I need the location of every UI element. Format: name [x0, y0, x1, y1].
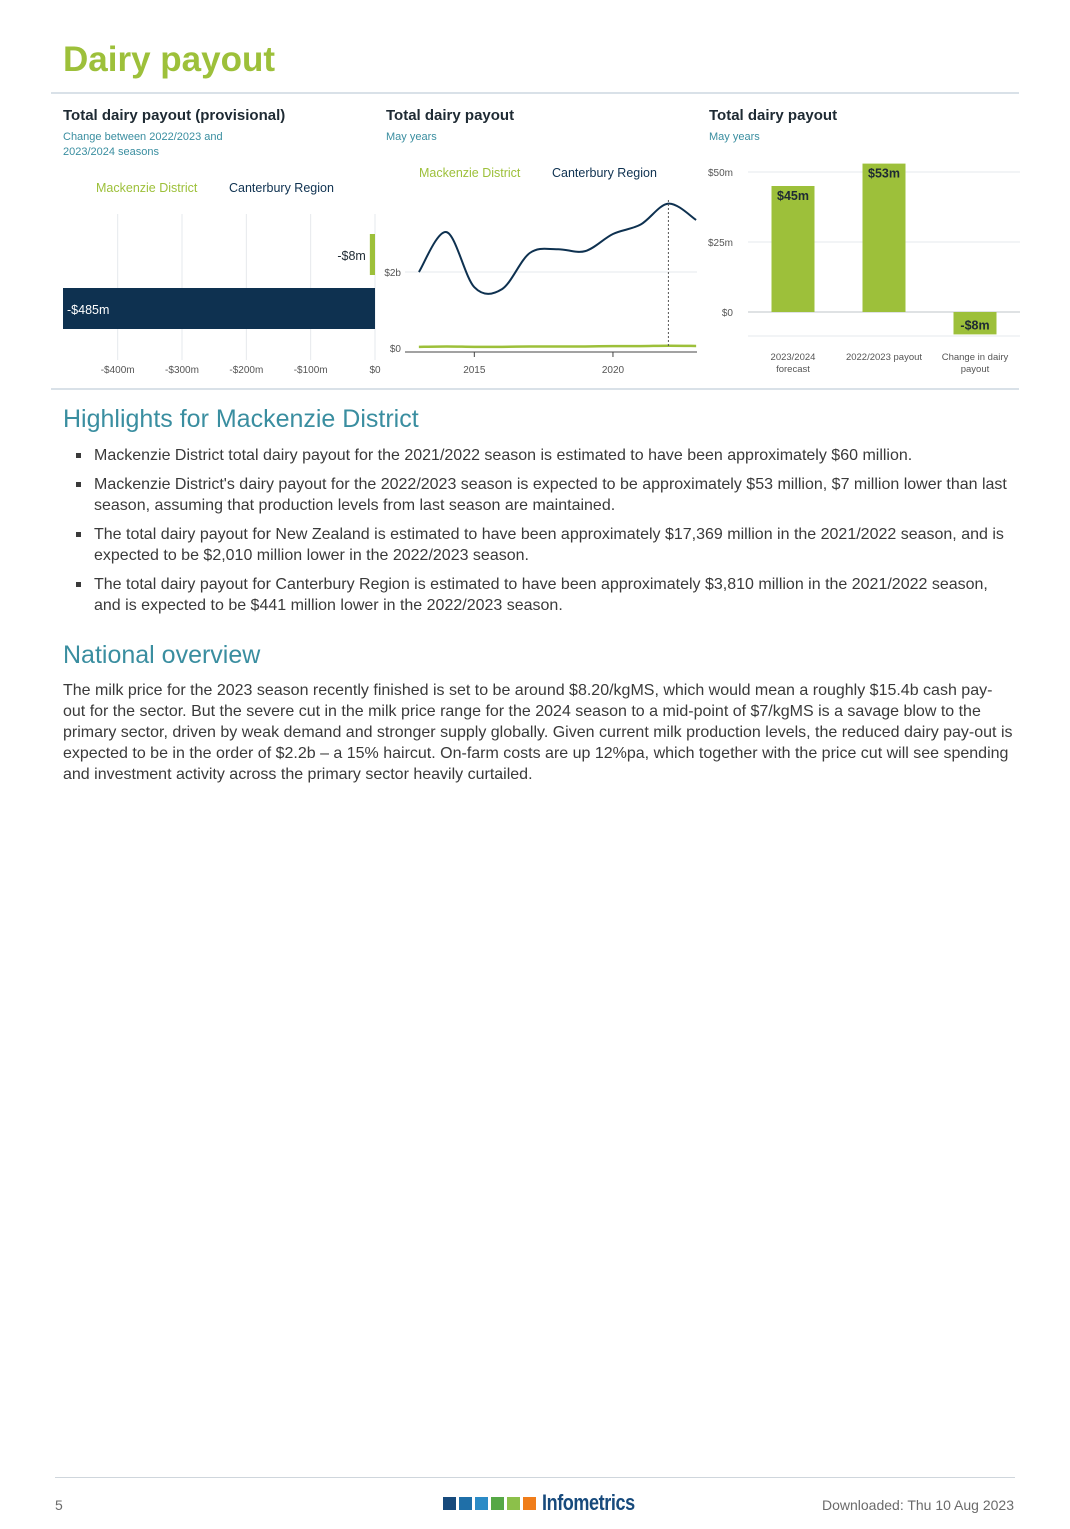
chart3-y-tick: $50m [707, 168, 733, 179]
national-heading: National overview [63, 641, 261, 669]
logo-wordmark: Infometrics [542, 1490, 635, 1515]
chart3-x-tick: 2023/2024 [770, 352, 816, 363]
chart3-y-tick: $25m [707, 238, 733, 249]
highlight-item: Mackenzie District's dairy payout for the 2022/2023 season is expected to be approximately $53 million, $7 million lower than last season, assuming that production levels from last season are maintained. [63, 474, 1013, 516]
chart1-label-mackenzie: -$8m [337, 249, 366, 263]
infometrics-logo [443, 1490, 655, 1516]
highlight-item: The total dairy payout for Canterbury Region is estimated to have been approximately $3,810 million in the 2021/2022 season, and is expected to be $441 million lower in the 2022/2023 season. [63, 574, 1013, 616]
chart1-plot [0, 0, 1070, 400]
logo-square [475, 1497, 488, 1510]
footer-divider [55, 1477, 1015, 1478]
chart2-legend-canterbury: Canterbury Region [552, 166, 657, 180]
chart1-subtitle-line1: Change between 2022/2023 and [63, 131, 223, 143]
chart3-bar [863, 164, 906, 312]
chart1-x-tick: -$300m [165, 365, 199, 376]
chart1-x-tick: -$200m [229, 365, 264, 376]
chart3-bar-label: $45m [777, 189, 809, 203]
chart1-x-tick: $0 [369, 365, 381, 376]
chart1-bar-mackenzie [370, 234, 375, 275]
chart3-subtitle: May years [709, 131, 760, 143]
logo-square [523, 1497, 536, 1510]
chart3-bar [772, 186, 815, 312]
chart3-y-tick: $0 [721, 308, 733, 319]
chart2-series-canterbury [419, 204, 696, 294]
logo-square [507, 1497, 520, 1510]
chart1-subtitle-line2: 2023/2024 seasons [63, 146, 160, 158]
chart2-y-tick: $2b [384, 268, 401, 279]
chart2-title: Total dairy payout [386, 107, 515, 124]
chart3-bar-label: -$8m [960, 318, 990, 333]
chart1-legend-canterbury: Canterbury Region [229, 181, 334, 195]
chart2-x-tick: 2015 [463, 365, 486, 376]
chart1-title: Total dairy payout (provisional) [63, 107, 286, 124]
page-number: 5 [55, 1497, 63, 1513]
logo-square [443, 1497, 456, 1510]
chart1-label-canterbury: -$485m [67, 303, 110, 317]
chart2-legend-mackenzie: Mackenzie District [419, 166, 521, 180]
page-title: Dairy payout [63, 40, 275, 79]
national-paragraph: The milk price for the 2023 season recently finished is set to be around $8.20/kgMS, which would mean a roughly $15.4b cash pay-out for the sector. But the severe cut in the milk price range for the 2024 season to a mid-point of $7/kgMS is a savage blow to the primary sector, driven by weak demand and stronger supply globally. Given current milk production levels, the reduced dairy pay-out is expected to be in the order of $2.2b – a 15% haircut. On-farm costs are up 12%pa, which together with the price cut will see spending and investment activity across the primary sector heavily curtailed. [63, 682, 1013, 783]
chart2-x-tick: 2020 [601, 365, 625, 376]
highlight-item: Mackenzie District total dairy payout for the 2021/2022 season is estimated to have been approximately $60 million. [63, 445, 1013, 466]
chart3-title: Total dairy payout [709, 107, 838, 124]
highlights-heading: Highlights for Mackenzie District [63, 405, 419, 433]
chart1-x-tick: -$400m [100, 365, 135, 376]
chart3-bar-label: $53m [868, 166, 900, 181]
chart1-legend-mackenzie: Mackenzie District [96, 181, 198, 195]
chart3-x-tick: 2022/2023 payout [845, 352, 923, 363]
logo-square [491, 1497, 504, 1510]
chart2-y-tick: $0 [389, 344, 401, 355]
highlights-list [63, 445, 1013, 624]
chart3-x-tick: payout [960, 364, 990, 375]
chart3-x-tick: forecast [776, 364, 810, 375]
highlight-item: The total dairy payout for New Zealand is estimated to have been approximately $17,369 million in the 2021/2022 season, and is expected to be $2,010 million lower in the 2022/2023 season. [63, 524, 1013, 566]
chart2-subtitle: May years [386, 131, 437, 143]
chart3-x-tick: Change in dairy [941, 352, 1009, 363]
chart2-series-mackenzie [419, 346, 696, 347]
logo-square [459, 1497, 472, 1510]
charts-bottom-divider [51, 388, 1019, 390]
chart1-x-tick: -$100m [293, 365, 328, 376]
chart1-bar-canterbury [63, 288, 375, 329]
downloaded-date: Downloaded: Thu 10 Aug 2023 [821, 1497, 1014, 1513]
